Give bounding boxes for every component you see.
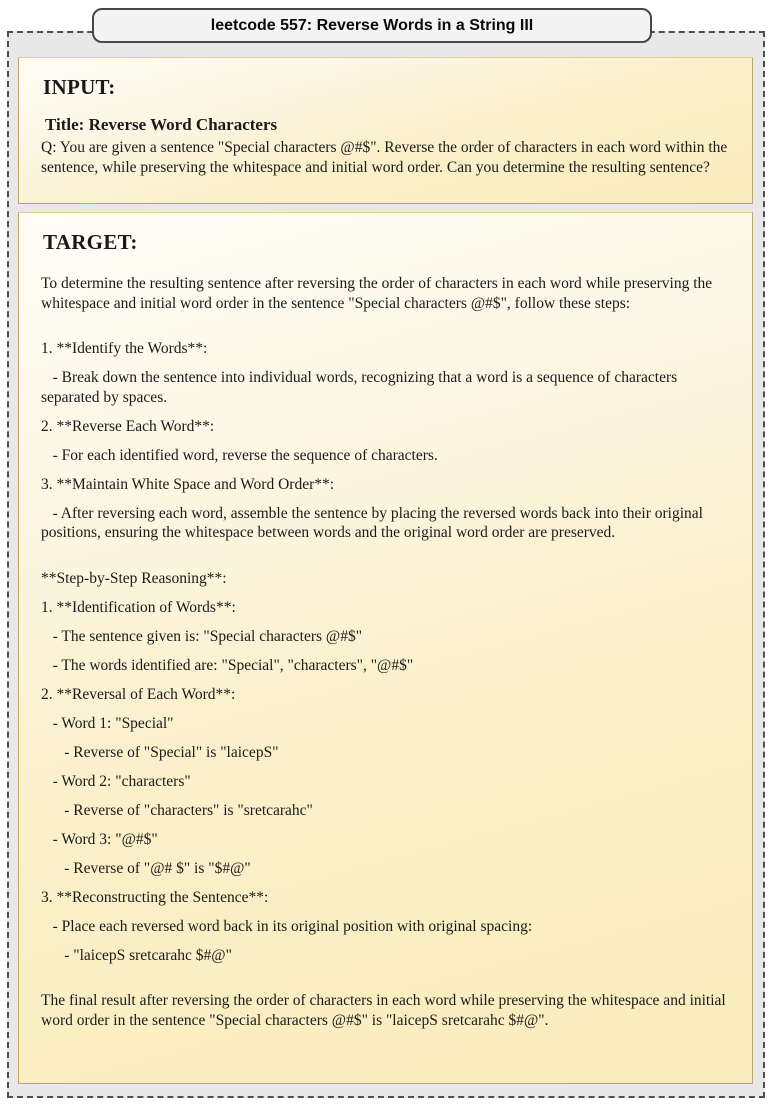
target-line: - For each identified word, reverse the sequence of characters. — [41, 446, 438, 464]
target-line: - Reverse of "@# $" is "$#@" — [41, 859, 251, 877]
target-line: - Word 1: "Special" — [41, 714, 174, 732]
title-bar — [92, 8, 652, 43]
title-bar-label: leetcode 557: Reverse Words in a String III — [210, 16, 534, 34]
target-panel — [18, 212, 753, 1084]
target-line: 1. **Identification of Words**: — [41, 598, 236, 616]
target-line: - "laicepS sretcarahc $#@" — [41, 946, 232, 964]
target-line: To determine the resulting sentence after reversing the order of characters in each word while preserving the whitespace and initial word order in the sentence "Special characters @#$", follow these steps: — [41, 275, 717, 312]
target-line: - Break down the sentence into individual words, recognizing that a word is a sequence of characters separated by spaces. — [41, 369, 682, 406]
target-line: - Word 3: "@#$" — [41, 830, 158, 848]
target-line: 2. **Reverse Each Word**: — [41, 417, 215, 435]
target-body — [41, 274, 732, 1030]
input-heading: INPUT: — [43, 75, 116, 99]
outer-frame — [7, 31, 765, 1098]
target-line: 1. **Identify the Words**: — [41, 340, 208, 357]
target-line: - Reverse of "characters" is "sretcarahc" — [41, 801, 313, 819]
input-question: Q: You are given a sentence "Special characters @#$". Reverse the order of characters in each word within the sentence, while preserving the whitespace and initial word order. Can you determine the resulting sentence? — [41, 139, 728, 176]
target-line: - Reverse of "Special" is "laicepS" — [41, 743, 279, 761]
target-line: **Step-by-Step Reasoning**: — [41, 569, 227, 587]
target-line: - After reversing each word, assemble the sentence by placing the reversed words back into their original positions, ensuring the whitespace between words and the original word order are preserved. — [41, 504, 707, 541]
target-line: - Place each reversed word back in its original position with original spacing: — [41, 917, 533, 935]
target-line: - The sentence given is: "Special characters @#$" — [41, 627, 363, 645]
input-panel — [18, 57, 753, 204]
target-line: - The words identified are: "Special", "characters", "@#$" — [41, 656, 414, 674]
target-heading: TARGET: — [43, 230, 138, 254]
target-line: 2. **Reversal of Each Word**: — [41, 685, 236, 703]
target-line: The final result after reversing the order of characters in each word while preserving the whitespace and initial word order in the sentence "Special characters @#$" is "laicepS sretcarahc $#@". — [41, 992, 730, 1029]
target-line: - Word 2: "characters" — [41, 772, 191, 790]
target-line: 3. **Maintain White Space and Word Order**: — [41, 475, 335, 493]
input-problem-title: Title: Reverse Word Characters — [45, 115, 278, 134]
target-line: 3. **Reconstructing the Sentence**: — [41, 888, 269, 906]
